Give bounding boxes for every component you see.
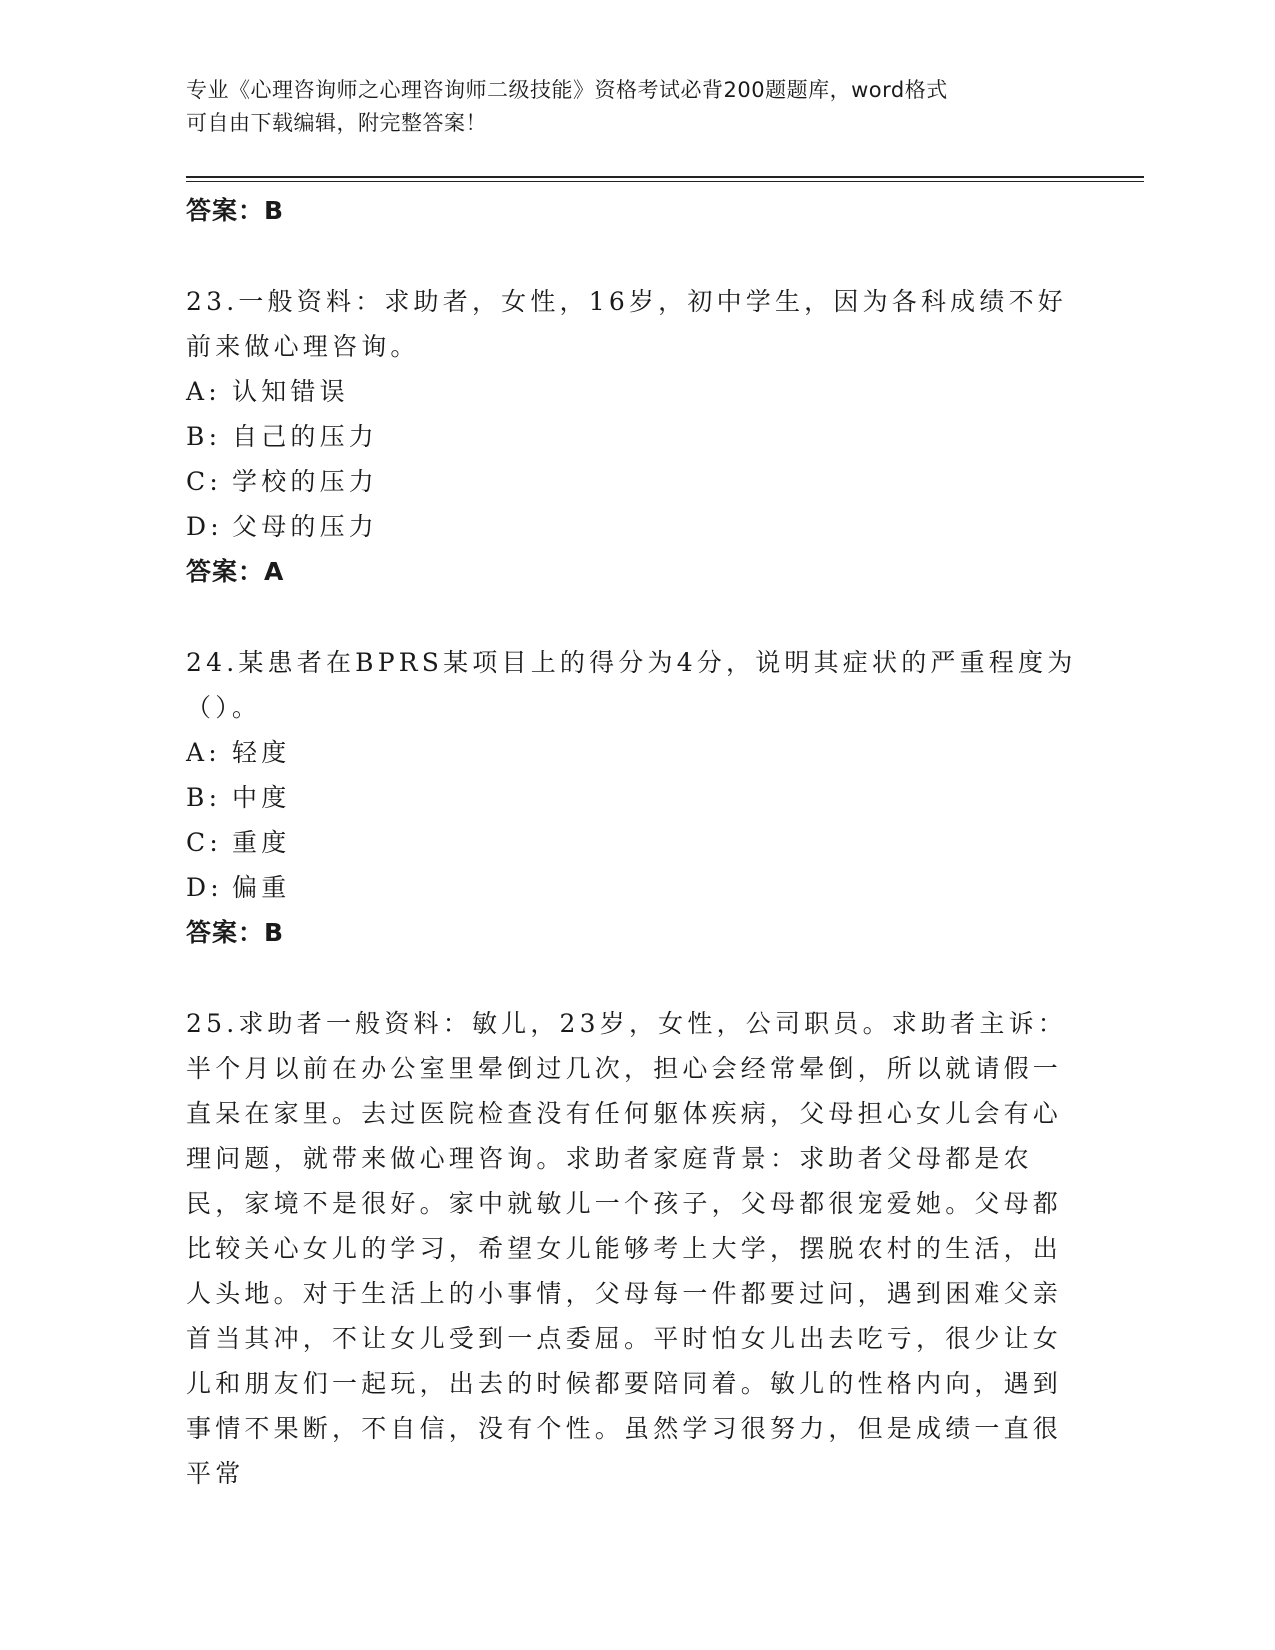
answer-line: 答案：B [186, 918, 285, 947]
option-text: 认知错误 [232, 377, 349, 406]
option-key: B: [186, 783, 222, 812]
question-text: 24.某患者在BPRS某项目上的得分为4分，说明其症状的严重程度为（）。 [186, 648, 1077, 722]
question-25 [186, 1001, 1086, 1496]
option-text: 偏重 [232, 873, 291, 902]
option-c [186, 820, 1086, 865]
option-a [186, 730, 1086, 775]
option-text: 学校的压力 [232, 467, 379, 496]
header-line-2: 可自由下载编辑，附完整答案！ [186, 111, 487, 135]
question-text: 25.求助者一般资料：敏儿，23岁，女性，公司职员。求助者主诉：半个月以前在办公室里晕倒过几次，担心会经常晕倒，所以就请假一直呆在家里。去过医院检查没有任何躯体疾病，父母担心女儿会有心理问题，就带来做心理咨询。求助者家庭背景：求助者父母都是农民，家境不是很好。家中就敏儿一个孩子，父母都很宠爱她。父母都比较关心女儿的学习，希望女儿能够考上大学，摆脱农村的生活，出人头地。对于生活上的小事情，父母每一件都要过问，遇到困难父亲首当其冲，不让女儿受到一点委屈。平时怕女儿出去吃亏，很少让女儿和朋友们一起玩，出去的时候都要陪同着。敏儿的性格内向，遇到事情不果断，不自信，没有个性。虽然学习很努力，但是成绩一直很平常 [186, 1009, 1067, 1488]
option-text: 轻度 [232, 738, 291, 767]
question-text: 23.一般资料：求助者，女性，16岁，初中学生，因为各科成绩不好前来做心理咨询。 [186, 287, 1067, 361]
question-24 [186, 640, 1086, 955]
answer-line: 答案：B [186, 196, 285, 225]
answer-line: 答案：A [186, 557, 285, 586]
option-key: A: [186, 738, 221, 767]
option-key: D: [186, 873, 223, 902]
option-b [186, 414, 1086, 459]
page-header [186, 74, 1066, 140]
option-d [186, 865, 1086, 910]
document-body [186, 188, 1086, 1496]
option-d [186, 504, 1086, 549]
option-key: B: [186, 422, 222, 451]
option-text: 重度 [232, 828, 291, 857]
option-text: 父母的压力 [232, 512, 379, 541]
header-line-1: 专业《心理咨询师之心理咨询师二级技能》资格考试必背200题题库，word格式 [186, 78, 948, 102]
header-divider [186, 176, 1144, 182]
option-text: 中度 [232, 783, 291, 812]
option-b [186, 775, 1086, 820]
option-key: C: [186, 828, 222, 857]
option-c [186, 459, 1086, 504]
option-text: 自己的压力 [232, 422, 379, 451]
option-key: C: [186, 467, 222, 496]
option-key: D: [186, 512, 223, 541]
option-a [186, 369, 1086, 414]
question-23 [186, 279, 1086, 594]
option-key: A: [186, 377, 221, 406]
